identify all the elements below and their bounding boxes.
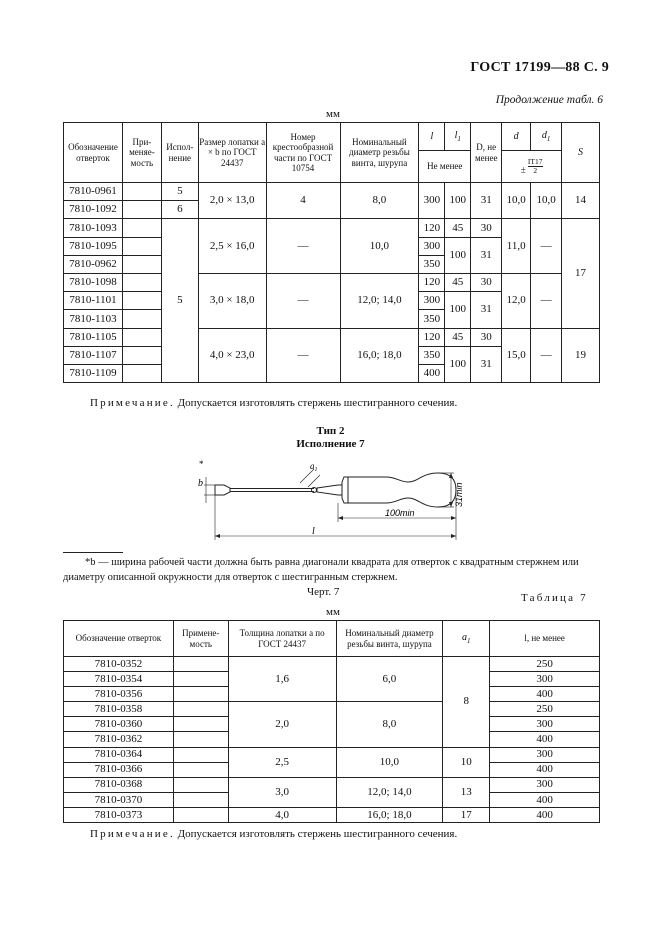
table7-label: Таблица 7: [521, 592, 588, 604]
col-header-d1: $d_1$: [531, 123, 562, 151]
label-star: *: [199, 459, 204, 469]
table-row-code: 7810-0364: [64, 747, 174, 762]
ferrule: [317, 485, 342, 495]
label-l: l: [312, 526, 315, 537]
col-header-blade: Толщина лопатки a по ГОСТ 24437: [228, 621, 336, 657]
table-row-code: 7810-0962: [64, 255, 123, 273]
figure-version-title: Исполнение 7: [296, 438, 365, 450]
col-header-usage: Примене-мость: [173, 621, 228, 657]
table-continuation-label: Продолжение табл. 6: [495, 94, 603, 106]
col-header-S: S: [562, 123, 600, 183]
table-row-code: 7810-0366: [64, 762, 174, 777]
table-row-code: 7810-0370: [64, 792, 174, 807]
table-row-code: 7810-1093: [64, 219, 123, 237]
version-cell: 5: [161, 219, 198, 383]
table2-note: Примечание. Допускается изготовлять стержень шестигранного сечения.: [90, 828, 458, 840]
table2-unit: мм: [326, 606, 340, 618]
table1-note: Примечание. Допускается изготовлять стержень шестигранного сечения.: [90, 397, 458, 409]
table-6: Обозначение отверток При-меняе-мость Испол-нение Размер лопатки a × b по ГОСТ 24437 Номер крестообразной части по ГОСТ 10754 Номинальный диаметр резьбы винта, шурупа l $l_1$ D, не менее d $d_1$ S Не менее ± $\frac{IT17}{2}$ 7810-0961 5 2,0 × 13,0 4 8,0 300 100 31 10,0 10,0 14 7810-1092 6 7810-1093 5 2,5 × 16,0 — 10,0 120 45 30 11,0 — 17 7810-1095 300 100 31 7810-0962 350 7810-1098 3,0 × 18,0 — 12,0; 14,0 120 45 30 12,0 — 7810-1101 300 100 31 7810-1103 350 7810-1105 4,0 × 23,0 — 16,0; 18,0 120 45 30 15,0 — 19 7810-1107 350 100 31 7810-1109 400: [63, 122, 600, 383]
table-row-code: 7810-1095: [64, 237, 123, 255]
table-row-code: 7810-1103: [64, 310, 123, 328]
table-row-code: 7810-1105: [64, 328, 123, 346]
table-row-code: 7810-1107: [64, 346, 123, 364]
table-row-code: 7810-1109: [64, 364, 123, 382]
table-row-code: 7810-0358: [64, 702, 174, 717]
col-header-not-less: Не менее: [419, 151, 471, 183]
table-row-code: 7810-0373: [64, 807, 174, 822]
col-header-l: l: [419, 123, 445, 151]
page-header: ГОСТ 17199—88 С. 9: [470, 60, 609, 75]
handle: [342, 473, 456, 507]
col-header-d: d: [502, 123, 531, 151]
blade-tip: [215, 485, 230, 495]
table-row-code: 7810-0360: [64, 717, 174, 732]
screwdriver-drawing: [190, 455, 480, 545]
label-a1: $a_1$: [310, 461, 318, 473]
col-header-l: l, не менее: [490, 621, 600, 657]
version-cell: 6: [161, 201, 198, 219]
col-header-a1: $a_1$: [443, 621, 490, 657]
col-header-designation: Обозначение отверток: [64, 123, 123, 183]
table-row-code: 7810-0354: [64, 672, 174, 687]
table-row-code: 7810-1098: [64, 273, 123, 291]
figure-footnote: *b — ширина рабочей части должна быть равна диагонали квадрата для отверток с квадратным стержнем или диаметру описанной окружности для отверток с шестигранным стержнем.: [63, 557, 579, 583]
col-header-blade-size: Размер лопатки a × b по ГОСТ 24437: [198, 123, 266, 183]
figure-type-title: Тип 2: [316, 425, 345, 437]
col-header-thread: Номинальный диаметр резьбы винта, шурупа: [340, 123, 419, 183]
col-header-version: Испол-нение: [161, 123, 198, 183]
col-header-designation: Обозначение отверток: [64, 621, 174, 657]
label-31min: 31min: [454, 482, 464, 507]
col-header-thread: Номинальный диаметр резьбы винта, шурупа: [336, 621, 443, 657]
table-7: Обозначение отверток Примене-мость Толщина лопатки a по ГОСТ 24437 Номинальный диаметр резьбы винта, шурупа $a_1$ l, не менее 7810-0352 1,6 6,0 8 250 7810-0354 300 7810-0356 400 7810-0358 2,0 8,0 250 7810-0360 300 7810-0362 400 7810-0364 2,5 10,0 10 300 7810-0366 400 7810-0368 3,0 12,0; 14,0 13 300 7810-0370 400 7810-0373 4,0 16,0; 18,0 17 400: [63, 620, 600, 823]
table-row-code: 7810-1101: [64, 292, 123, 310]
table-row-code: 7810-0961: [64, 183, 123, 201]
col-header-D: D, не менее: [471, 123, 502, 183]
footnote-divider: [63, 552, 123, 553]
col-header-l1: $l_1$: [445, 123, 471, 151]
col-header-usage: При-меняе-мость: [122, 123, 161, 183]
col-header-cross-part: Номер крестообразной части по ГОСТ 10754: [266, 123, 340, 183]
table-row-code: 7810-0356: [64, 687, 174, 702]
col-header-tolerance: ± $\frac{IT17}{2}$: [502, 151, 562, 183]
label-b: b: [198, 478, 203, 489]
table-row-code: 7810-0362: [64, 732, 174, 747]
table-row-code: 7810-0352: [64, 657, 174, 672]
table-row-code: 7810-1092: [64, 201, 123, 219]
version-cell: 5: [161, 183, 198, 201]
label-100min: 100min: [385, 508, 415, 518]
table-row-code: 7810-0368: [64, 777, 174, 792]
figure-caption: Черт. 7: [307, 586, 340, 598]
table1-unit: мм: [326, 108, 340, 120]
